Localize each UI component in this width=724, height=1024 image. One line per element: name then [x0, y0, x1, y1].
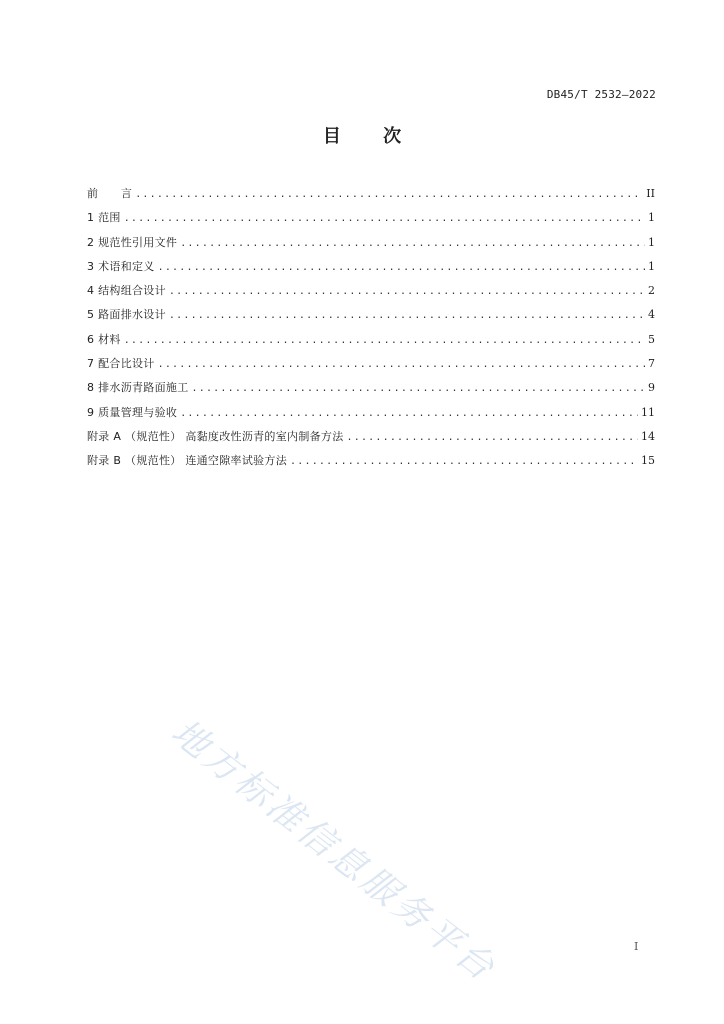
toc-leader-dots [180, 235, 645, 253]
toc-entry-page: 4 [648, 308, 655, 322]
toc-leader-dots [290, 453, 638, 471]
toc-entry-label: 8 排水沥青路面施工 [87, 381, 189, 395]
toc-entry-label: 9 质量管理与验收 [87, 405, 178, 419]
toc-leader-dots [124, 210, 645, 228]
toc-entry-page: 15 [641, 454, 655, 468]
toc-entry-appendix-b[interactable] [87, 452, 655, 476]
toc-leader-dots [124, 332, 645, 350]
table-of-contents [87, 185, 655, 477]
toc-entry-page: 14 [641, 429, 655, 443]
toc-leader-dots [135, 186, 643, 204]
toc-entry-normative-references[interactable] [87, 234, 655, 258]
toc-entry-label: 前 言 [87, 187, 133, 200]
toc-entry-construction[interactable] [87, 379, 655, 403]
toc-entry-page: 7 [648, 357, 655, 371]
toc-leader-dots [158, 356, 645, 374]
toc-entry-page: 1 [648, 211, 655, 225]
watermark: 地方标准信息服务平台 [163, 711, 504, 991]
toc-entry-terms[interactable] [87, 258, 655, 282]
toc-leader-dots [158, 259, 645, 277]
page-number: I [634, 940, 639, 953]
page-title: 目 次 [322, 126, 420, 147]
toc-entry-mix-design[interactable] [87, 355, 655, 379]
toc-entry-label: 附录 B （规范性） 连通空隙率试验方法 [87, 454, 288, 468]
toc-entry-page: 5 [648, 332, 655, 346]
toc-leader-dots [180, 405, 638, 423]
toc-entry-label: 附录 A （规范性） 高黏度改性沥青的室内制备方法 [87, 429, 344, 443]
standard-code: DB45/T 2532—2022 [546, 88, 656, 101]
toc-entry-drainage-design[interactable] [87, 306, 655, 330]
toc-entry-page: 2 [648, 284, 655, 298]
toc-leader-dots [169, 307, 645, 325]
toc-entry-label: 7 配合比设计 [87, 357, 155, 371]
toc-leader-dots [347, 429, 638, 447]
toc-entry-label: 6 材料 [87, 332, 121, 346]
toc-entry-scope[interactable] [87, 209, 655, 233]
toc-entry-page: 1 [648, 259, 655, 273]
toc-entry-foreword[interactable] [87, 185, 655, 209]
toc-entry-label: 2 规范性引用文件 [87, 235, 178, 249]
toc-leader-dots [169, 283, 645, 301]
toc-entry-label: 3 术语和定义 [87, 259, 155, 273]
toc-entry-structure-design[interactable] [87, 282, 655, 306]
toc-entry-quality-acceptance[interactable] [87, 404, 655, 428]
toc-entry-label: 4 结构组合设计 [87, 284, 166, 298]
toc-entry-page: 11 [641, 405, 655, 419]
toc-entry-label: 5 路面排水设计 [87, 308, 166, 322]
toc-entry-page: 1 [648, 235, 655, 249]
toc-entry-page: 9 [648, 381, 655, 395]
toc-entry-page: II [646, 187, 655, 200]
toc-entry-label: 1 范围 [87, 211, 121, 225]
toc-entry-materials[interactable] [87, 331, 655, 355]
toc-entry-appendix-a[interactable] [87, 428, 655, 452]
toc-leader-dots [192, 380, 646, 398]
